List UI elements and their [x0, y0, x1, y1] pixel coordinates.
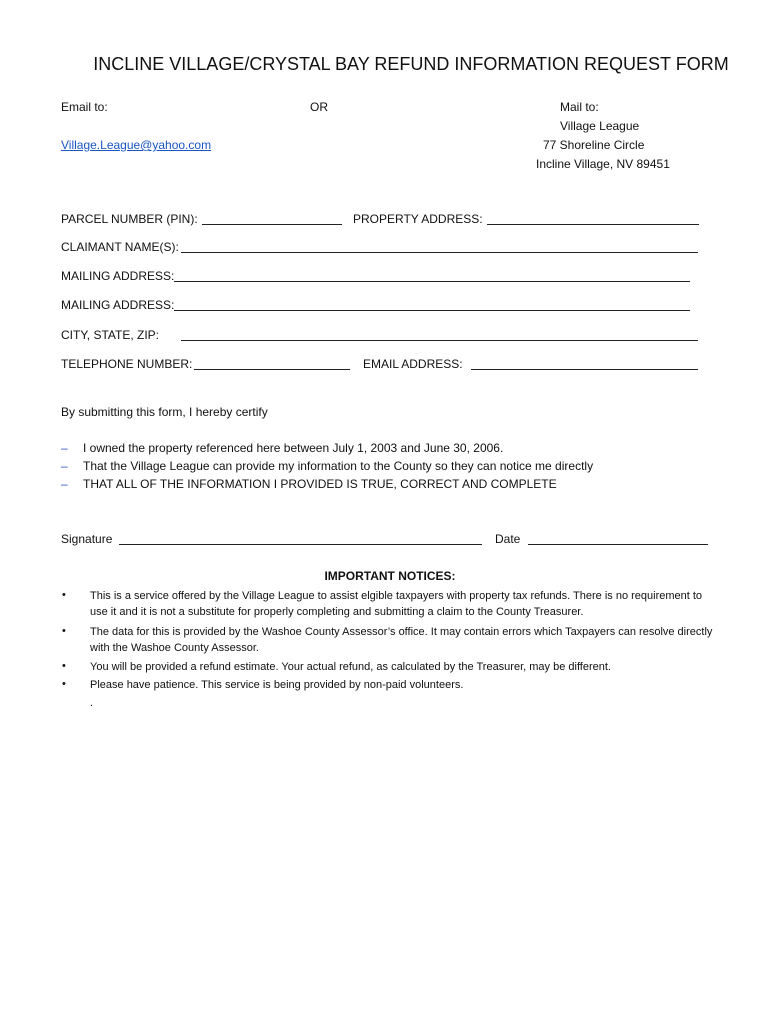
claimant-name-field[interactable]	[181, 241, 698, 253]
notice-bullet-icon: •	[62, 660, 66, 672]
email-address-label: EMAIL ADDRESS:	[363, 357, 463, 371]
mailing-address-field-2[interactable]	[174, 299, 690, 311]
date-field[interactable]	[528, 533, 708, 545]
email-link[interactable]: Village.League@yahoo.com	[61, 138, 212, 152]
property-address-field[interactable]	[487, 213, 699, 225]
signature-label: Signature	[61, 532, 113, 546]
certify-item-text: THAT ALL OF THE INFORMATION I PROVIDED IS TRUE, CORRECT AND COMPLETE	[83, 477, 557, 491]
mail-to-label: Mail to:	[560, 100, 599, 114]
trailing-mark: .	[90, 697, 94, 709]
claimant-name-label: CLAIMANT NAME(S):	[61, 240, 179, 254]
property-address-label: PROPERTY ADDRESS:	[353, 212, 483, 226]
or-label: OR	[310, 100, 328, 114]
city-state-zip-field[interactable]	[181, 329, 698, 341]
mailing-address-field-1[interactable]	[174, 270, 690, 282]
telephone-label: TELEPHONE NUMBER:	[61, 357, 193, 371]
dash-icon: –	[61, 477, 68, 491]
dash-icon: –	[61, 459, 68, 473]
notices-heading: IMPORTANT NOTICES:	[324, 569, 456, 583]
certify-item-text: That the Village League can provide my information to the County so they can notice me directly	[83, 459, 594, 473]
notice-item: You will be provided a refund estimate. Your actual refund, as calculated by the Treasurer, may be different.	[90, 661, 611, 673]
parcel-number-label: PARCEL NUMBER (PIN):	[61, 212, 198, 226]
certify-item	[61, 477, 557, 491]
notice-bullet-icon: •	[62, 625, 66, 637]
form-title: INCLINE VILLAGE/CRYSTAL BAY REFUND INFORMATION REQUEST FORM	[93, 54, 729, 74]
date-label: Date	[495, 532, 521, 546]
certify-intro: By submitting this form, I hereby certify	[61, 405, 268, 419]
certify-item	[61, 459, 593, 473]
notice-bullet-icon: •	[62, 589, 66, 601]
email-to-label: Email to:	[61, 100, 108, 114]
mail-line-2: 77 Shoreline Circle	[543, 138, 645, 152]
mailing-address-label-2: MAILING ADDRESS:	[61, 298, 175, 312]
notice-item: This is a service offered by the Village League to assist elgible taxpayers with property tax refunds. There is no requirement to use it and it is not a substitute for properly completing and submitting a claim to the County Treasurer.	[90, 590, 703, 618]
signature-field[interactable]	[119, 533, 482, 545]
telephone-field[interactable]	[194, 358, 350, 370]
dash-icon: –	[61, 441, 68, 455]
mail-line-1: Village League	[560, 119, 640, 133]
mail-line-3: Incline Village, NV 89451	[536, 157, 670, 171]
notice-bullet-icon: •	[62, 678, 66, 690]
notice-item: Please have patience. This service is being provided by non-paid volunteers.	[90, 679, 464, 691]
certify-item	[61, 441, 503, 455]
city-state-zip-label: CITY, STATE, ZIP:	[61, 328, 160, 342]
mailing-address-label-1: MAILING ADDRESS:	[61, 269, 175, 283]
certify-item-text: I owned the property referenced here between July 1, 2003 and June 30, 2006.	[83, 441, 504, 455]
parcel-number-field[interactable]	[202, 213, 342, 225]
email-address-field[interactable]	[471, 358, 698, 370]
notice-item: The data for this is provided by the Washoe County Assessor’s office. It may contain errors which Taxpayers can resolve directly with the Washoe County Assessor.	[90, 626, 713, 654]
